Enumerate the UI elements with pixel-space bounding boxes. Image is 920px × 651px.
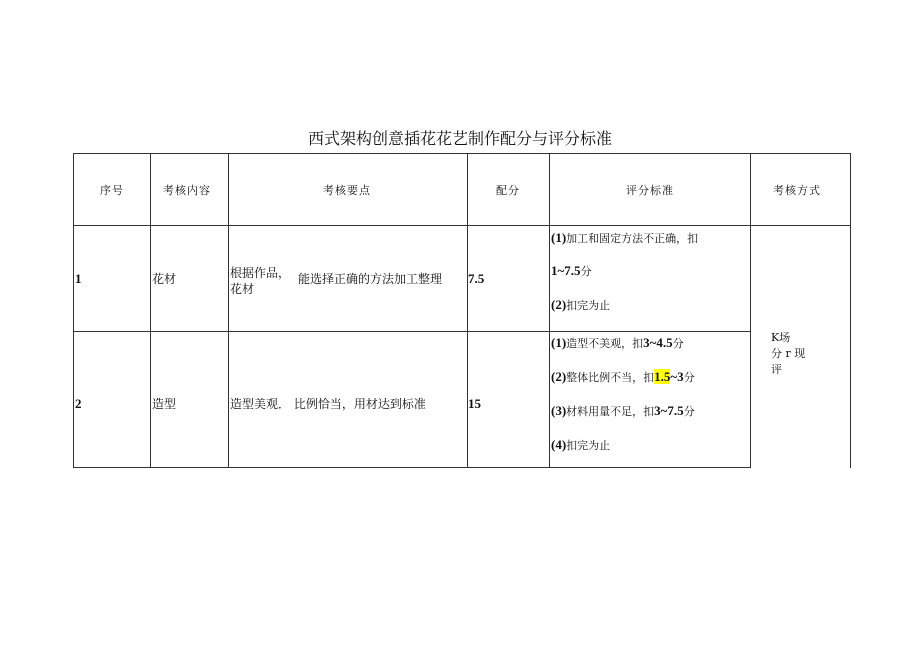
table-border-top bbox=[73, 153, 851, 154]
criterion-unit: 分 bbox=[580, 265, 592, 278]
row-divider bbox=[73, 331, 751, 332]
row1-points-right: 能选择正确的方法加工整理 bbox=[298, 272, 443, 286]
page-title: 西式架构创意插花花艺制作配分与评分标准 bbox=[307, 129, 612, 148]
header-method: 考核方式 bbox=[773, 184, 821, 197]
row1-score: 7.5 bbox=[468, 271, 485, 286]
header-seq: 序号 bbox=[100, 184, 124, 197]
criterion-number: (2) bbox=[551, 297, 567, 312]
criterion-unit: 分 bbox=[683, 405, 695, 418]
col-line-1 bbox=[150, 153, 151, 468]
row2-criterion-1 bbox=[551, 335, 684, 351]
col-line-4 bbox=[549, 153, 550, 468]
method-line-2: 分 r 现 bbox=[771, 347, 806, 360]
header-points: 考核要点 bbox=[323, 184, 371, 197]
criterion-text: 加工和固定方法不正确，扣 bbox=[566, 232, 699, 245]
row1-criterion-2 bbox=[551, 297, 610, 313]
row2-criterion-3 bbox=[551, 403, 695, 419]
col-line-2 bbox=[228, 153, 229, 468]
criterion-number: (1) bbox=[551, 230, 567, 245]
criterion-number: (2) bbox=[551, 369, 567, 384]
col-line-6 bbox=[850, 153, 851, 468]
criterion-range: 1~7.5 bbox=[551, 263, 581, 278]
row1-points-line2: 花材 bbox=[230, 282, 255, 296]
row2-points: 造型美观． 比例恰当，用材达到标准 bbox=[230, 397, 426, 411]
criterion-text: 扣完为止 bbox=[566, 439, 611, 452]
criterion-number: (1) bbox=[551, 335, 567, 350]
criterion-text: 材料用量不足，扣 bbox=[566, 405, 655, 418]
criterion-text: 整体比例不当，扣 bbox=[566, 371, 655, 384]
criterion-unit: 分 bbox=[683, 371, 695, 384]
row2-score: 15 bbox=[468, 396, 481, 411]
criterion-text: 造型不美观，扣 bbox=[566, 337, 644, 350]
row1-criterion-1 bbox=[551, 230, 698, 246]
criterion-text: 扣完为止 bbox=[566, 299, 611, 312]
method-line-1: K场 bbox=[771, 331, 791, 344]
header-score: 配分 bbox=[496, 184, 520, 197]
criterion-range: 3~4.5 bbox=[643, 335, 673, 350]
method-line-3: 评 bbox=[771, 363, 782, 376]
criterion-highlight: 1.5 bbox=[654, 369, 671, 384]
header-criteria: 评分标准 bbox=[626, 184, 674, 197]
row1-content: 花材 bbox=[152, 272, 177, 286]
row2-criterion-4 bbox=[551, 437, 610, 453]
row1-points-line1: 根据作品， bbox=[230, 266, 291, 280]
row2-content: 造型 bbox=[152, 397, 177, 411]
criterion-range: ~3 bbox=[670, 369, 684, 384]
criterion-range: 3~7.5 bbox=[654, 403, 684, 418]
row1-seq: 1 bbox=[75, 271, 82, 286]
col-line-5 bbox=[750, 153, 751, 468]
col-line-0 bbox=[73, 153, 74, 468]
row2-criterion-2 bbox=[551, 369, 695, 385]
header-content: 考核内容 bbox=[163, 184, 211, 197]
method-cell bbox=[771, 330, 805, 378]
table-border-bottom bbox=[73, 467, 751, 468]
criterion-unit: 分 bbox=[672, 337, 684, 350]
col-line-3 bbox=[467, 153, 468, 468]
criterion-number: (3) bbox=[551, 403, 567, 418]
header-divider bbox=[73, 225, 851, 226]
row2-seq: 2 bbox=[75, 396, 82, 411]
row1-criterion-1-cont bbox=[551, 263, 592, 279]
criterion-number: (4) bbox=[551, 437, 567, 452]
